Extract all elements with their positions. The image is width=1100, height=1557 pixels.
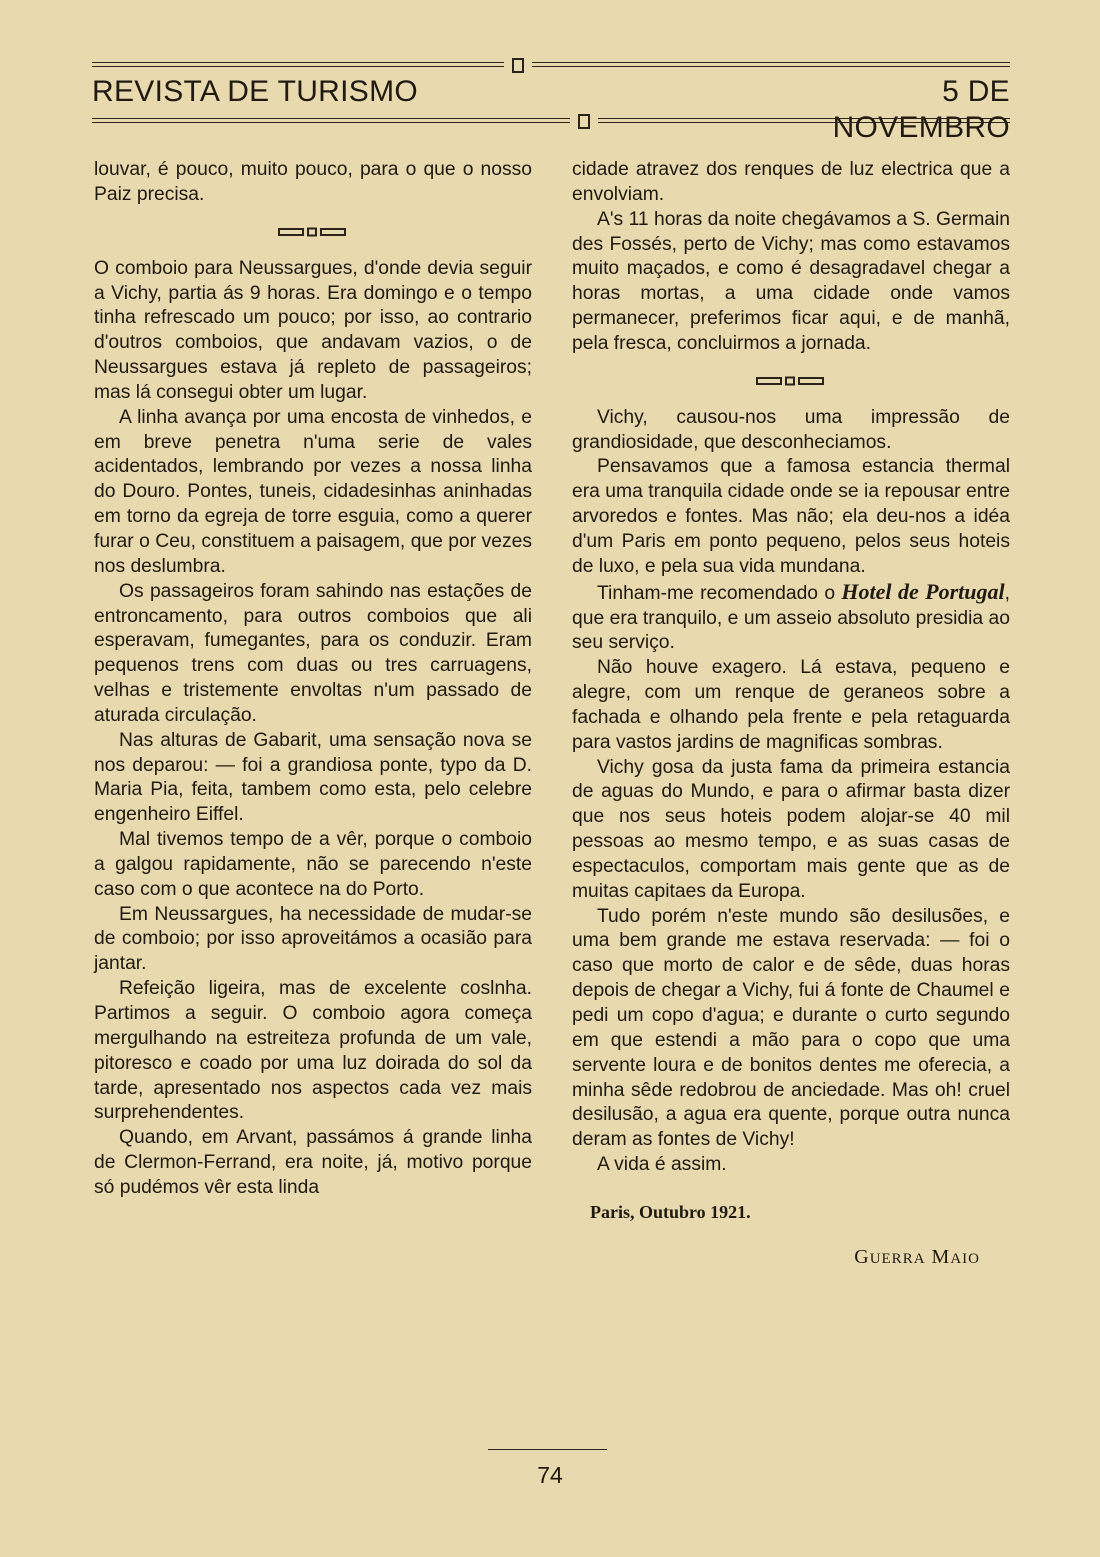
author-signature: GUERRA MAIO — [854, 1245, 980, 1268]
paragraph: A linha avança por uma encosta de vinhedos, e em breve penetra n'uma serie de vales acidentados, lembrando por vezes a nossa linha do Douro. Pontes, tuneis, cidadesinhas aninhadas em torno da egreja de torre esguia, como a querer furar o Ceu, constituem a paisagem, que por vezes nos deslumbra. — [94, 406, 532, 577]
divider-ornament-icon — [278, 227, 348, 237]
paragraph-text: , que era tranquilo, e um asseio absoluto presidia ao seu serviço. — [572, 582, 1010, 654]
running-title: REVISTA DE TURISMO — [92, 75, 419, 108]
paragraph: Vichy, causou-nos uma impressão de grandiosidade, que desconheciamos. — [572, 406, 1010, 453]
paragraph: Nas alturas de Gabarit, uma sensação nova se nos deparou: — foi a grandiosa ponte, typo da D. Maria Pia, feita, tambem como esta, pelo celebre engenheiro Eiffel. — [94, 729, 532, 826]
paragraph: cidade atravez dos renques de luz electrica que a envolviam. — [572, 159, 1010, 205]
paragraph: Em Neussargues, ha necessidade de mudar-se de comboio; por isso aproveitámos a ocasião para jantar. — [94, 903, 532, 975]
header-top-ornament — [512, 58, 524, 73]
header-top-rule-left — [92, 62, 504, 67]
header-bottom-rule-right — [598, 118, 1010, 123]
header-bottom-rule-left — [92, 118, 570, 123]
footer-rule — [488, 1449, 607, 1450]
paragraph: louvar, é pouco, muito pouco, para o que o nosso Paiz precisa. — [94, 159, 532, 205]
paragraph: Vichy gosa da justa fama da primeira estancia de aguas do Mundo, e para o afirmar basta dizer que nos seus hoteis podem alojar-se 40 mil pessoas ao mesmo tempo, e as suas casas de espectaculos, comportam mais gente que as de muitas capitaes da Europa. — [572, 756, 1010, 902]
paragraph: A vida é assim. — [597, 1154, 727, 1176]
divider-ornament-icon — [756, 376, 826, 386]
section-divider — [94, 208, 532, 257]
issue-date: 5 DE NOVEMBRO — [832, 75, 1010, 144]
paragraph: O comboio para Neussargues, d'onde devia seguir a Vichy, partia ás 9 horas. Era domingo e o tempo tinha refrescado um pouco; por isso, ao contrario d'outros comboios, que andavam vazios, o de Neussargues estava já repleto de passageiros; mas lá consegui obter um lugar. — [94, 257, 532, 403]
paragraph: Os passageiros foram sahindo nas estações de entroncamento, para outros comboios que ali esperavam, fumegantes, para os conduzir. Eram pequenos trens com duas ou tres carruagens, velhas e tristemente envoltas n'um passado de aturada circulação. — [94, 580, 532, 726]
paragraph — [572, 580, 1010, 657]
paragraph-text: Tinham-me recomendado o — [597, 582, 842, 604]
paragraph: Refeição ligeira, mas de excelente coslnha. Partimos a seguir. O comboio agora começa mergulhando na estreiteza profunda de um vale, pitoresco e coado por uma luz doirada do sol da tarde, apresentado nos aspectos cada vez mais surprehendentes. — [94, 978, 532, 1124]
paragraph: Mal tivemos tempo de a vêr, porque o comboio a galgou rapidamente, não se parecendo n'este caso com o que acontece na do Porto. — [94, 829, 532, 900]
paragraph: Quando, em Arvant, passámos á grande linha de Clermon-Ferrand, era noite, já, motivo porque só pudémos vêr esta linda — [94, 1127, 532, 1198]
header-bottom-ornament — [578, 114, 590, 129]
hotel-name: Hotel de Portugal — [841, 578, 1005, 604]
paragraph: Não houve exagero. Lá estava, pequeno e alegre, com um renque de geraneos sobre a fachada e olhando pela frente e pela retaguarda para vastos jardins de magnificas sombras. — [572, 657, 1010, 753]
paragraph: A's 11 horas da noite chegávamos a S. Germain des Fossés, perto de Vichy; mas como estavamos muito maçados, e como é desagradavel chegar a horas mortas, a uma cidade onde vamos permanecer, preferimos ficar aqui, e de manhã, pela fresca, concluirmos a jornada. — [572, 208, 1010, 354]
paragraph: Pensavamos que a famosa estancia thermal era uma tranquila cidade onde se ia repousar entre arvoredos e fontes. Mas não; ela deu-nos a idéa d'um Paris em ponto pequeno, pelos seus hoteis de luxo, e pela sua vida mundana. — [572, 456, 1010, 577]
place-date: Paris, Outubro 1921. — [590, 1201, 751, 1222]
header-top-rule-right — [532, 62, 1010, 67]
page-number: 74 — [537, 1462, 563, 1488]
section-divider — [572, 357, 1010, 406]
paragraph: Tudo porém n'este mundo são desilusões, e uma bem grande me estava reservada: — foi o caso que morto de calor e de sêde, duas horas depois de chegar a Vichy, fui á fonte de Chaumel e pedi um copo d'agua; e durante o curto segundo em que estendi a mão para o copo que uma servente loura e de bonitos dentes me oferecia, a minha sêde redobrou de anciedade. Mas oh! cruel desilusão, a agua era quente, porque outra nunca deram as fontes de Vichy! — [572, 905, 1010, 1151]
right-column — [572, 158, 1010, 1272]
left-column — [94, 158, 532, 1201]
